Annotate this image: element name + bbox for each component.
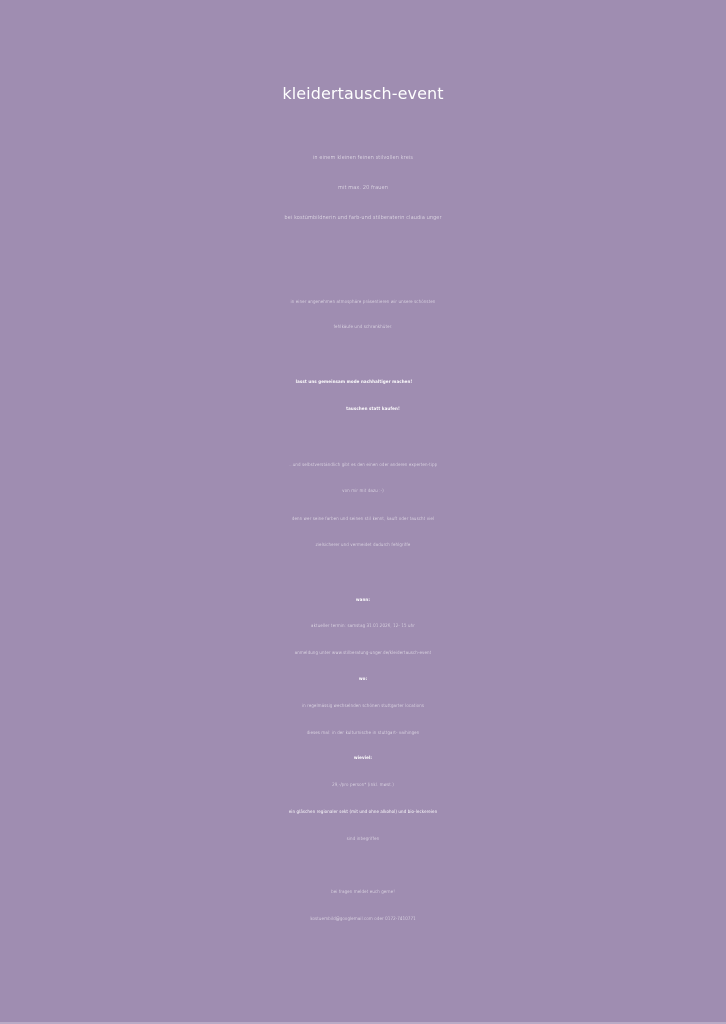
contact-email-phone: kostuembild@googlemail.com oder 0172-7410771 bbox=[310, 916, 416, 921]
intro-line-3: bei kostümbildnerin und farb-und stilberaterin claudia unger bbox=[284, 215, 442, 221]
footnote-line-2 bbox=[0, 982, 726, 1000]
expert-line-3: denn wer seine farben und seinen stil kennt, kauft oder tauscht viel bbox=[291, 516, 435, 521]
page-title: kleidertausch-event bbox=[282, 84, 444, 103]
slogan-line-1: lasst uns gemeinsam mode nachhaltiger machen! bbox=[295, 379, 413, 384]
where-heading: wo: bbox=[358, 676, 368, 681]
slogan-line-2: tauschen statt kaufen! bbox=[346, 406, 400, 411]
price-amount: 29,-/pro person* (inkl. mwst.) bbox=[332, 782, 394, 787]
when-heading: wann: bbox=[355, 597, 371, 602]
where-line-1: in regelmässig wechselnden schönen stuttgarter locations bbox=[301, 703, 425, 708]
price-included: ein gläschen regionaler sekt (mit und ohne alkohol) und bio-leckereien bbox=[288, 809, 438, 814]
intro-line-2: mit max. 20 frauen bbox=[338, 185, 388, 191]
atmosphere-line-2: fehlkäufe und schrankhüter. bbox=[333, 324, 393, 329]
when-registration: anmeldung unter www.stilberatung-unger.de/kleidertausch-event bbox=[294, 650, 432, 655]
price-included-2: sind inbegriffen bbox=[346, 836, 380, 841]
where-line-2: dieses mal: in der kulturnische in stuttgart- vaihingen bbox=[306, 730, 420, 735]
intro-line-1: in einem kleinen feinen stilvollen kreis bbox=[312, 155, 414, 161]
price-heading: wieviel: bbox=[353, 755, 373, 760]
contact-line-1: bei fragen meldet euch gerne! bbox=[331, 889, 395, 894]
expert-line-2: von mir mit dazu :-) bbox=[342, 488, 384, 493]
expert-line-4: zielsicherer und vermeidet dadurch fehlgriffe bbox=[315, 542, 411, 547]
footnote-line-1 bbox=[0, 960, 726, 978]
atmosphere-line-1: in einer angenehmen atmosphäre präsentieren wir unsere schönsten bbox=[290, 299, 436, 304]
when-date: aktueller termin: samstag 31.01.2026, 12- 15 uhr bbox=[310, 623, 416, 628]
expert-line-1: ...und selbstverständlich gibt es den einen oder anderen experten-tipp bbox=[288, 462, 438, 467]
